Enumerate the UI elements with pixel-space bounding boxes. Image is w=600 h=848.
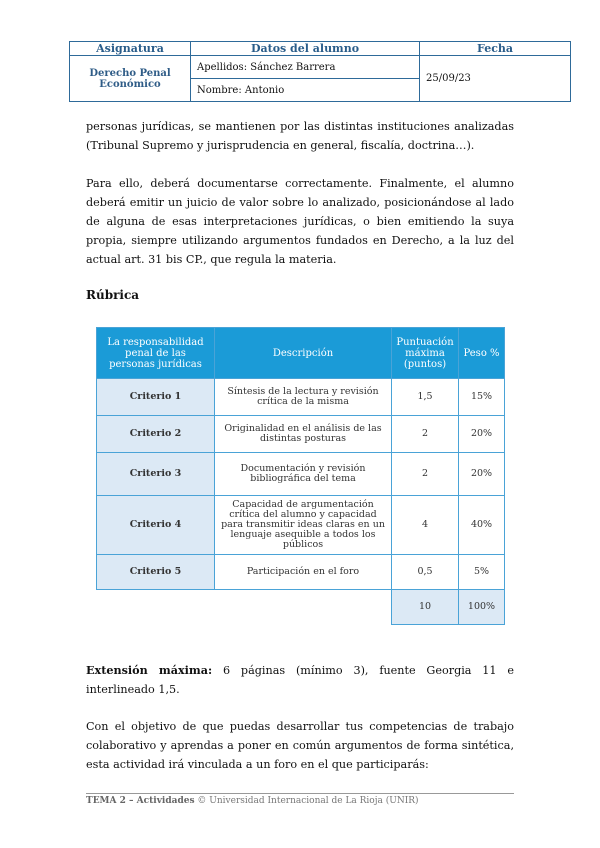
rubric-criterio: Criterio 1	[97, 379, 215, 416]
rubric-row	[97, 555, 505, 590]
footer-divider	[86, 793, 514, 794]
rubric-descripcion: Capacidad de argumentación crítica del alumno y capacidad para transmitir ideas claras en un lenguaje asequible a todos los públicos	[215, 496, 392, 555]
rubric-table	[96, 327, 505, 625]
paragraph-2: Para ello, deberá documentarse correctamente. Finalmente, el alumno deberá emitir un juicio de valor sobre lo analizado, posicionándose al lado de alguna de esas interpretaciones jurídicas, o bien emitiendo la suya propia, siempre utilizando argumentos fundados en Derecho, a la luz del actual art. 31 bis CP., que regula la materia.	[86, 177, 514, 266]
rubric-peso: 15%	[459, 379, 505, 416]
rubric-descripcion: Originalidad en el análisis de las distintas posturas	[215, 416, 392, 453]
asignatura-value: Derecho Penal Económico	[70, 56, 191, 102]
rubric-peso: 20%	[459, 453, 505, 496]
rubric-total-peso: 100%	[459, 590, 505, 625]
rubric-header-criterio: La responsabilidad penal de las personas jurídicas	[97, 328, 215, 379]
rubric-total-row	[97, 590, 505, 625]
rubric-peso: 20%	[459, 416, 505, 453]
rubric-puntos: 1,5	[392, 379, 459, 416]
paragraph-3: Con el objetivo de que puedas desarrollar tus competencias de trabajo colaborativo y aprendas a poner en común argumentos de forma sintética, esta actividad irá vinculada a un foro en el que participarás:	[86, 720, 514, 771]
footer-tema: TEMA 2 – Actividades	[86, 796, 195, 806]
rubric-criterio: Criterio 2	[97, 416, 215, 453]
rubric-peso: 5%	[459, 555, 505, 590]
rubric-criterio: Criterio 3	[97, 453, 215, 496]
rubric-peso: 40%	[459, 496, 505, 555]
rubric-header-descripcion: Descripción	[215, 328, 392, 379]
rubric-total-puntos: 10	[392, 590, 459, 625]
rubrica-heading: Rúbrica	[86, 288, 140, 302]
rubric-row	[97, 379, 505, 416]
rubric-descripcion: Documentación y revisión bibliográfica del tema	[215, 453, 392, 496]
extension-paragraph	[86, 661, 514, 699]
extension-label: Extensión máxima:	[86, 663, 213, 677]
rubric-header-peso: Peso %	[459, 328, 505, 379]
header-table	[69, 41, 571, 102]
footer-copyright: © Universidad Internacional de La Rioja (UNIR)	[194, 796, 419, 806]
rubric-puntos: 2	[392, 416, 459, 453]
rubric-row	[97, 416, 505, 453]
rubric-header-puntos: Puntuación máxima (puntos)	[392, 328, 459, 379]
paragraph-1: personas jurídicas, se mantienen por las distintas instituciones analizadas (Tribunal Supremo y jurisprudencia en general, fiscalía, doctrina…).	[86, 120, 514, 152]
apellidos-value: Apellidos: Sánchez Barrera	[191, 56, 420, 79]
header-col-asignatura: Asignatura	[70, 42, 191, 56]
rubric-criterio: Criterio 4	[97, 496, 215, 555]
rubric-puntos: 4	[392, 496, 459, 555]
rubric-puntos: 0,5	[392, 555, 459, 590]
extension-text: 6 páginas (mínimo 3), fuente Georgia 11 e interlineado 1,5.	[86, 664, 514, 696]
fecha-value: 25/09/23	[420, 56, 571, 102]
rubric-puntos: 2	[392, 453, 459, 496]
rubric-descripcion: Participación en el foro	[215, 555, 392, 590]
header-col-datos: Datos del alumno	[191, 42, 420, 56]
rubric-row	[97, 496, 505, 555]
footer	[86, 796, 419, 806]
nombre-value: Nombre: Antonio	[191, 79, 420, 102]
header-col-fecha: Fecha	[420, 42, 571, 56]
rubric-row	[97, 453, 505, 496]
rubric-criterio: Criterio 5	[97, 555, 215, 590]
rubric-descripcion: Síntesis de la lectura y revisión crítica de la misma	[215, 379, 392, 416]
